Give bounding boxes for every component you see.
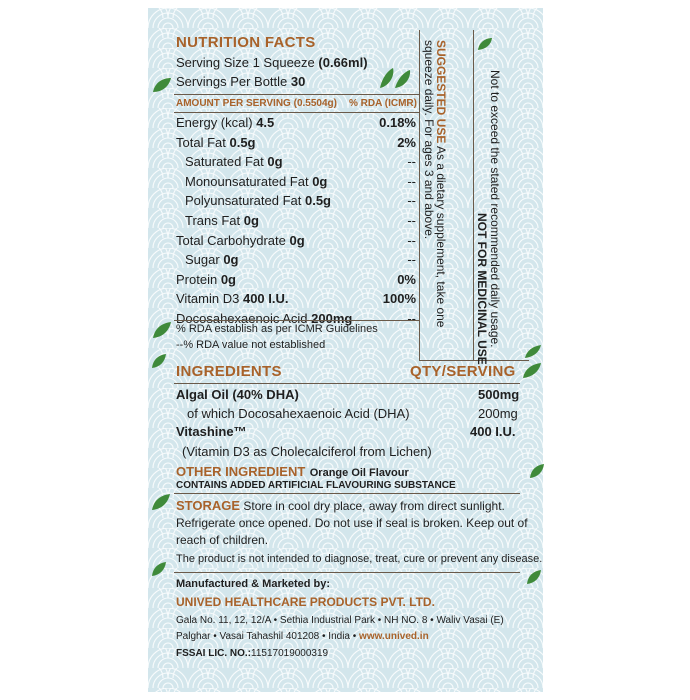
fssai-license [176, 648, 328, 659]
company-name: UNIVED HEALTHCARE PRODUCTS PVT. LTD. [176, 595, 435, 609]
nutrient-rda: -- [407, 233, 416, 248]
not-for-medicinal-use: NOT FOR MEDICINAL USE [475, 213, 489, 365]
nutrition-row [176, 272, 236, 287]
suggested-use-line2: squeeze daily. For ages 3 and above. [422, 40, 436, 240]
nutrition-row [185, 213, 259, 228]
fssai-label: FSSAI LIC. NO.: [176, 648, 251, 659]
nutrient-label: Protein [176, 272, 218, 287]
other-ingredient [176, 463, 409, 481]
nutrition-row [185, 154, 283, 169]
nutrient-rda: -- [407, 213, 416, 228]
suggested-use-text: As a dietary supplement, take one [434, 146, 448, 328]
ingredient-qty: 200mg [478, 406, 518, 421]
website-link[interactable]: www.unived.in [359, 631, 429, 642]
other-ingredient-title: OTHER INGREDIENT [176, 464, 306, 479]
ingredient-name: Algal Oil (40% DHA) [176, 387, 299, 402]
nutrient-value: 4.5 [256, 115, 275, 130]
divider [174, 572, 520, 573]
nutrition-row [185, 193, 331, 208]
ingredient-qty: 400 I.U. [470, 424, 516, 439]
serving-size-value: (0.66ml) [318, 55, 368, 70]
rda-header: % RDA (ICMR) [349, 98, 417, 109]
nutrient-value: 400 I.U. [242, 291, 289, 306]
nutrient-label: Vitamin D3 [176, 291, 240, 306]
nutrient-label: Monounsaturated Fat [185, 174, 309, 189]
serving-size [176, 55, 368, 70]
nutrient-value: 0g [220, 272, 236, 287]
nutrient-value: 0g [312, 174, 328, 189]
nutrition-row [185, 252, 239, 267]
supplement-label [148, 8, 543, 692]
storage-title: STORAGE [176, 498, 241, 513]
nutrition-row [176, 291, 289, 306]
ingredient-qty: 500mg [478, 387, 520, 402]
nutrient-label: Trans Fat [185, 213, 241, 228]
nutrient-value: 0.5g [304, 193, 331, 208]
suggested-use-title: SUGGESTED USE [434, 40, 448, 144]
nutrient-label: Total Carbohydrate [176, 233, 286, 248]
suggested-use [434, 40, 448, 327]
disclaimer: The product is not intended to diagnose, treat, cure or prevent any disease. [176, 553, 543, 565]
amount-per-serving-header: AMOUNT PER SERVING (0.5504g) [176, 98, 337, 109]
nutrient-value: 0g [267, 154, 283, 169]
nutrient-rda: -- [407, 154, 416, 169]
manufactured-by-label: Manufactured & Marketed by: [176, 578, 331, 590]
leaf-icon [151, 320, 173, 340]
vertical-divider [419, 30, 420, 360]
qty-serving-title: QTY/SERVING [410, 363, 516, 380]
address-line: Gala No. 11, 12, 12/A • Sethia Industrial Park • NH NO. 8 • Waliv Vasai (E) [176, 615, 504, 626]
nutrient-rda: 2% [397, 135, 416, 150]
nutrition-facts-title: NUTRITION FACTS [176, 34, 316, 51]
rda-note: % RDA establish as per ICMR Guidelines [176, 323, 378, 335]
servings-label: Servings Per Bottle [176, 74, 288, 89]
nutrient-label: Saturated Fat [185, 154, 264, 169]
nutrient-rda: 0.18% [379, 115, 416, 130]
nutrient-rda: 100% [382, 291, 416, 306]
daily-usage-warning: Not to exceed the stated recommended daily usage. [488, 70, 502, 348]
ingredient-name: Vitashine™ [176, 424, 247, 439]
leaf-icon [476, 36, 494, 52]
leaf-icon [525, 568, 543, 586]
nutrition-row [185, 174, 327, 189]
nutrient-rda: -- [407, 252, 416, 267]
nutrient-label: Total Fat [176, 135, 226, 150]
artificial-flavouring-note: CONTAINS ADDED ARTIFICIAL FLAVOURING SUBSTANCE [176, 480, 456, 491]
nutrient-rda: -- [407, 193, 416, 208]
leaf-icon [150, 492, 172, 512]
ingredient-name: (Vitamin D3 as Cholecalciferol from Lichen) [182, 444, 432, 459]
nutrient-value: 0g [223, 252, 239, 267]
divider [174, 383, 520, 384]
ingredients-title: INGREDIENTS [176, 363, 282, 380]
nutrition-row [176, 135, 256, 150]
nutrient-value: 0g [243, 213, 259, 228]
divider [174, 112, 419, 113]
nutrient-value: 200mg [311, 311, 353, 326]
nutrient-rda: -- [407, 311, 416, 326]
storage-text: Store in cool dry place, away from direct sunlight. [243, 499, 505, 513]
leaf-icon [521, 344, 543, 380]
divider [174, 320, 419, 321]
nutrition-row [176, 233, 305, 248]
nutrient-label: Docosahexaenoic Acid [176, 311, 308, 326]
rda-not-established-note: --% RDA value not established [176, 339, 326, 351]
nutrient-label: Sugar [185, 252, 220, 267]
divider [419, 360, 529, 361]
serving-size-label: Serving Size 1 Squeeze [176, 55, 315, 70]
storage [176, 498, 505, 513]
nutrition-row [176, 115, 274, 130]
vertical-divider [473, 30, 474, 360]
divider [174, 94, 419, 95]
nutrient-label: Energy (kcal) [176, 115, 253, 130]
divider [174, 493, 520, 494]
ingredient-name: of which Docosahexaenoic Acid (DHA) [187, 406, 410, 421]
nutrient-rda: 0% [397, 272, 416, 287]
servings-per-bottle [176, 74, 305, 89]
storage-line: Refrigerate once opened. Do not use if seal is broken. Keep out of [176, 516, 528, 530]
address-line [176, 631, 429, 642]
nutrient-value: 0g [289, 233, 305, 248]
leaf-icon [528, 462, 546, 480]
leaf-icon [150, 352, 168, 370]
leaf-icon [150, 560, 168, 578]
nutrient-label: Polyunsaturated Fat [185, 193, 302, 208]
address-text: Palghar • Vasai Tahashil 401208 • India • [176, 631, 357, 642]
leaf-icon [377, 66, 413, 92]
servings-value: 30 [290, 74, 306, 89]
other-ingredient-value: Orange Oil Flavour [309, 467, 409, 479]
nutrient-value: 0.5g [229, 135, 256, 150]
storage-line: reach of children. [176, 533, 269, 547]
fssai-number: 11517019000319 [251, 648, 329, 659]
nutrient-rda: -- [407, 174, 416, 189]
leaf-icon [151, 76, 173, 94]
